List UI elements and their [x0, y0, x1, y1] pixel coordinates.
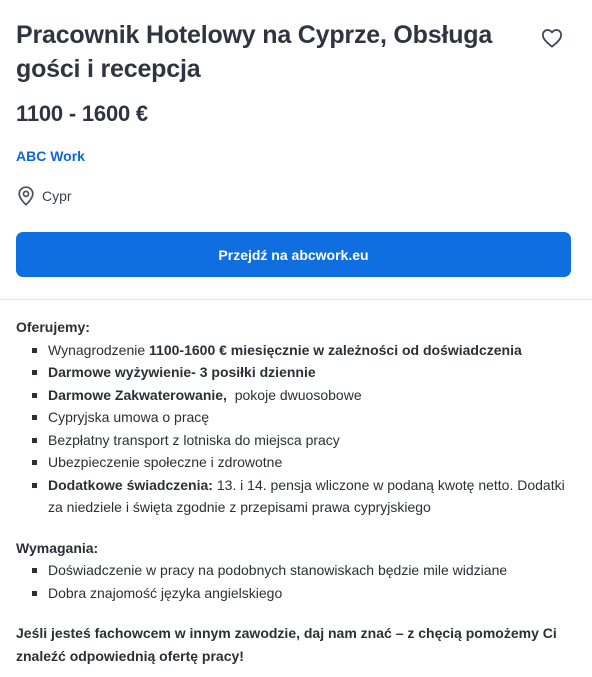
- list-item: Dodatkowe świadczenia: 13. i 14. pensja wliczone w podaną kwotę netto. Dodatki za niedziele i święta zgodnie z przepisami prawa cypryjskiego: [48, 474, 576, 519]
- list-item: Wynagrodzenie 1100-1600 € miesięcznie w zależności od doświadczenia: [48, 339, 576, 362]
- list-item: Darmowe wyżywienie- 3 posiłki dziennie: [48, 361, 576, 384]
- list-item: Darmowe Zakwaterowanie, pokoje dwuosobowe: [48, 384, 576, 407]
- job-title: Pracownik Hotelowy na Cyprze, Obsługa gości i recepcja: [16, 21, 493, 83]
- requirements-section: [16, 537, 576, 605]
- list-item: Ubezpieczenie społeczne i zdrowotne: [48, 451, 576, 474]
- map-pin-icon: [16, 186, 36, 206]
- offer-heading: Oferujemy:: [16, 319, 90, 335]
- favorite-button[interactable]: [536, 22, 568, 54]
- list-item: Cypryjska umowa o pracę: [48, 406, 576, 429]
- job-location: [16, 186, 576, 206]
- list-item: Doświadczenie w pracy na podobnych stanowiskach będzie mile widziane: [48, 559, 576, 582]
- closing-text: Jeśli jesteś fachowcem w innym zawodzie, daj nam znać – z chęcią pomożemy Ci znaleźć odpowiednią ofertę pracy!: [16, 625, 557, 664]
- offer-section: [16, 316, 576, 519]
- apply-button[interactable]: Przejdź na abcwork.eu: [16, 232, 571, 277]
- job-header: [0, 0, 592, 277]
- heart-outline-icon: [541, 28, 563, 48]
- list-item: Dobra znajomość języka angielskiego: [48, 582, 576, 605]
- job-salary: 1100 - 1600 €: [16, 101, 148, 126]
- job-description: [0, 300, 592, 667]
- location-text: Cypr: [42, 188, 72, 204]
- requirements-heading: Wymagania:: [16, 539, 99, 556]
- company-link[interactable]: ABC Work: [16, 148, 85, 164]
- title-row: [16, 18, 576, 86]
- list-item: Bezpłatny transport z lotniska do miejsca pracy: [48, 429, 576, 452]
- offer-list: [16, 339, 576, 519]
- requirements-list: [16, 559, 576, 604]
